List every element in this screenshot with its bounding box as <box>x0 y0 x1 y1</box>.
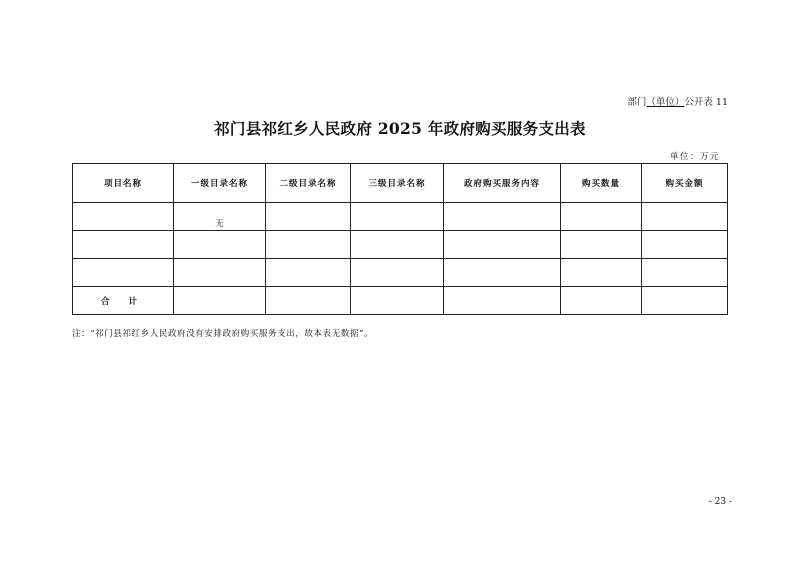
header-quantity: 购买数量 <box>561 164 642 203</box>
table-cell <box>351 203 444 231</box>
doc-code-suffix: 公开表 11 <box>684 97 728 108</box>
table-cell <box>73 231 174 259</box>
table-cell <box>351 231 444 259</box>
table-cell <box>351 259 444 287</box>
header-level3-category: 三级目录名称 <box>351 164 444 203</box>
table-cell <box>174 203 266 231</box>
total-label: 合 计 <box>73 287 174 315</box>
header-service-content: 政府购买服务内容 <box>444 164 561 203</box>
table-cell <box>642 231 728 259</box>
table-cell <box>174 287 266 315</box>
header-project-name: 项目名称 <box>73 164 174 203</box>
table-cell <box>561 259 642 287</box>
table-row <box>73 231 728 259</box>
table-cell <box>73 203 174 231</box>
table-cell <box>561 287 642 315</box>
none-value: 无 <box>215 219 224 229</box>
table-cell <box>266 259 351 287</box>
table-cell <box>642 287 728 315</box>
table-cell <box>266 203 351 231</box>
table-cell <box>73 259 174 287</box>
table-row <box>73 259 728 287</box>
expenditure-table <box>72 163 728 315</box>
page-number: - 23 - <box>708 497 732 507</box>
page-title: 祁门县祁红乡人民政府 2025 年政府购买服务支出表 <box>214 119 586 138</box>
doc-code-unit: （单位） <box>646 97 685 108</box>
table-header-row <box>73 164 728 203</box>
document-code <box>627 94 728 108</box>
table-cell <box>444 231 561 259</box>
table-cell <box>444 259 561 287</box>
header-level2-category: 二级目录名称 <box>266 164 351 203</box>
footnote: 注：“祁门县祁红乡人民政府没有安排政府购买服务支出，故本表无数据”。 <box>72 329 374 339</box>
table-cell <box>174 231 266 259</box>
table-cell <box>561 203 642 231</box>
table-cell <box>444 287 561 315</box>
table-cell <box>266 287 351 315</box>
table-cell <box>444 203 561 231</box>
table-cell <box>174 259 266 287</box>
table-row <box>73 203 728 231</box>
table-cell <box>351 287 444 315</box>
table-cell <box>266 231 351 259</box>
header-amount: 购买金额 <box>642 164 728 203</box>
total-row <box>73 287 728 315</box>
table-cell <box>642 203 728 231</box>
table-cell <box>642 259 728 287</box>
unit-label: 单位：万元 <box>669 152 720 162</box>
header-level1-category: 一级目录名称 <box>174 164 266 203</box>
doc-code-prefix: 部门 <box>627 97 647 108</box>
table-cell <box>561 231 642 259</box>
